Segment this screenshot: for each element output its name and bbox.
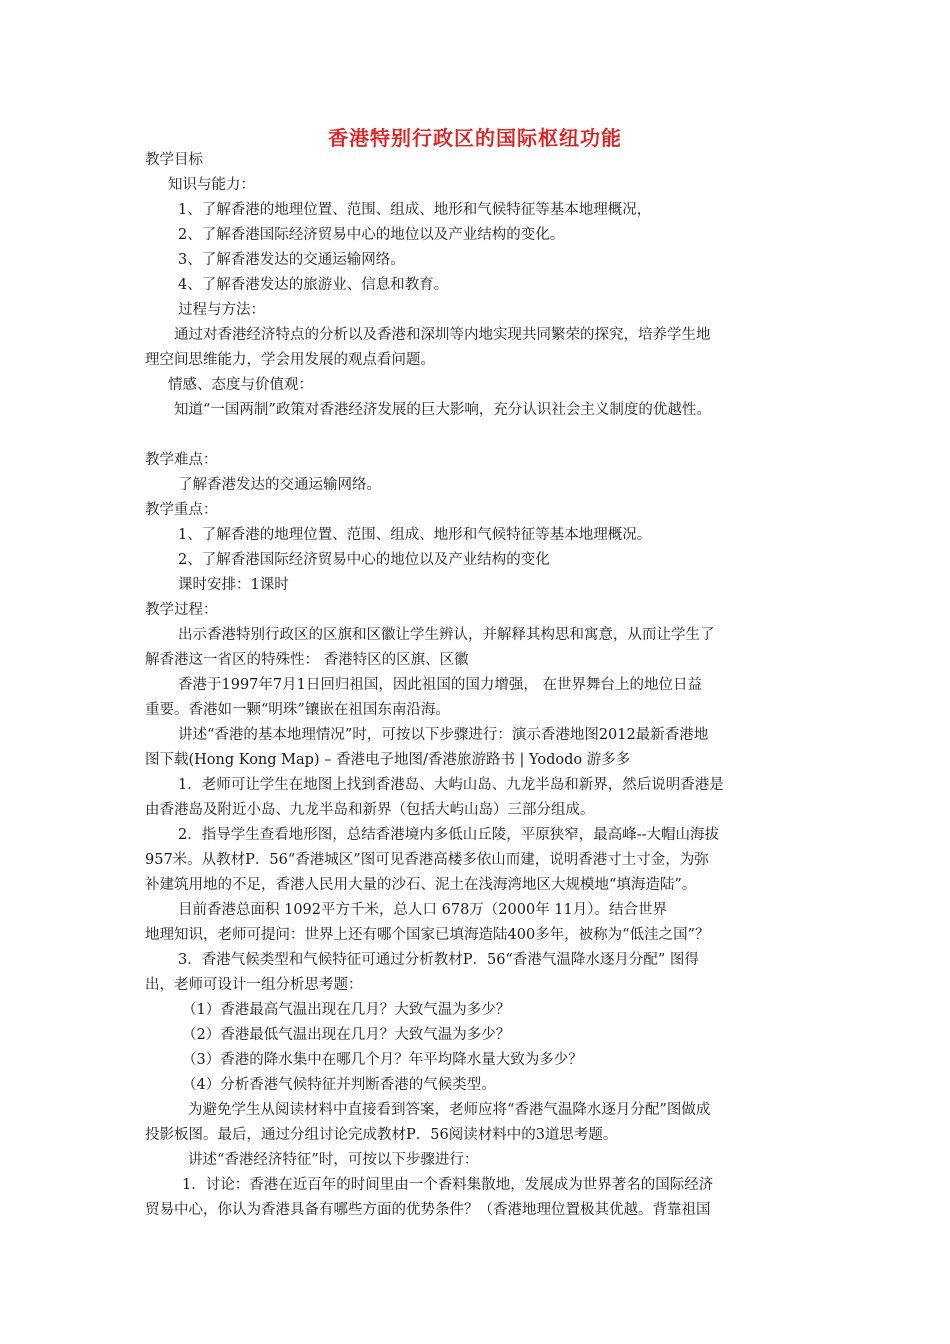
text-line: （4）分析香港气候特征并判断香港的气候类型。 — [182, 1077, 496, 1093]
text-line: 讲述“香港的基本地理情况”时，可按以下步骤进行：演示香港地图2012最新香港地 — [178, 727, 709, 743]
text-line: 知识与能力： — [168, 177, 255, 193]
text-line: 为避免学生从阅读材料中直接看到答案，老师应将“香港气温降水逐月分配”图做成 — [188, 1102, 711, 1118]
text-line: 通过对香港经济特点的分析以及香港和深圳等内地实现共同繁荣的探究，培养学生地 — [174, 327, 711, 343]
text-line: 课时安排：1课时 — [178, 577, 289, 593]
text-line: 3．香港气候类型和气候特征可通过分析教材P．56“香港气温降水逐月分配” 图得 — [178, 952, 699, 968]
text-line: 过程与方法： — [178, 302, 265, 318]
text-line: 3、了解香港发达的交通运输网络。 — [178, 252, 405, 268]
text-line: 投影板图。最后，通过分组讨论完成教材P．56阅读材料中的3道思考题。 — [145, 1127, 618, 1143]
text-line: 讲述“香港经济特征”时，可按以下步骤进行： — [188, 1152, 479, 1168]
text-line: 香港于1997年7月1日回归祖国，因此祖国的国力增强， 在世界舞台上的地位日益 — [178, 677, 702, 693]
text-line: 知道“一国两制”政策对香港经济发展的巨大影响，充分认识社会主义制度的优越性。 — [174, 402, 711, 418]
text-line: 教学过程： — [145, 602, 218, 618]
text-line: 理空间思维能力，学会用发展的观点看问题。 — [145, 352, 435, 368]
text-line: 教学难点： — [145, 452, 218, 468]
text-line: 2、了解香港国际经济贸易中心的地位以及产业结构的变化 — [178, 552, 550, 568]
text-line: 出示香港特别行政区的区旗和区徽让学生辨认，并解释其构思和寓意，从而让学生了 — [178, 627, 715, 643]
text-line: 由香港岛及附近小岛、九龙半岛和新界（包括大屿山岛）三部分组成。 — [145, 802, 595, 818]
text-line: 解香港这一省区的特殊性： 香港特区的区旗、区徽 — [145, 652, 469, 668]
text-line: 出，老师可设计一组分析思考题： — [145, 977, 363, 993]
text-line: 图下载(Hong Kong Map) – 香港电子地图/香港旅游路书 | Yododo 游多多 — [145, 752, 631, 768]
text-line: 教学目标 — [145, 152, 203, 168]
text-line: 2、了解香港国际经济贸易中心的地位以及产业结构的变化。 — [178, 227, 565, 243]
text-line: 4、了解香港发达的旅游业、信息和教育。 — [178, 277, 449, 293]
text-line: 957米。从教材P．56“香港城区”图可见香港高楼多依山而建，说明香港寸土寸金，为弥 — [145, 852, 709, 868]
document-title: 香港特别行政区的国际枢纽功能 — [328, 126, 622, 150]
text-line: 情感、态度与价值观： — [168, 377, 313, 393]
text-line: （2）香港最低气温出现在几月？大致气温为多少？ — [182, 1027, 511, 1043]
text-line: 1、了解香港的地理位置、范围、组成、地形和气候特征等基本地理概况。 — [178, 527, 652, 543]
text-line: 2．指导学生查看地形图，总结香港境内多低山丘陵，平原狭窄，最高峰--大帽山海拔 — [178, 827, 720, 843]
text-line: 贸易中心，你认为香港具备有哪些方面的优势条件？（香港地理位置极其优越。背靠祖国 — [145, 1202, 711, 1218]
text-line: 地理知识，老师可提问：世界上还有哪个国家已填海造陆400多年，被称为“低洼之国”？ — [145, 927, 710, 943]
text-line: 补建筑用地的不足，香港人民用大量的沙石、泥土在浅海湾地区大规模地“填海造陆”。 — [145, 877, 697, 893]
text-line: 了解香港发达的交通运输网络。 — [178, 477, 381, 493]
text-line: （1）香港最高气温出现在几月？大致气温为多少？ — [182, 1002, 511, 1018]
text-line: 教学重点： — [145, 502, 218, 518]
text-line: 重要。香港如一颗“明珠”镶嵌在祖国东南沿海。 — [145, 702, 450, 718]
text-line: （3）香港的降水集中在哪几个月？年平均降水量大致为多少？ — [182, 1052, 583, 1068]
text-line: 1．老师可让学生在地图上找到香港岛、大屿山岛、九龙半岛和新界，然后说明香港是 — [178, 777, 724, 793]
text-line: 1．讨论：香港在近百年的时间里由一个香料集散地，发展成为世界著名的国际经济 — [182, 1177, 714, 1193]
text-line: 目前香港总面积 1092平方千米，总人口 678万（2000年 11月）。结合世界 — [178, 902, 668, 918]
text-line: 1、了解香港的地理位置、范围、组成、地形和气候特征等基本地理概况， — [178, 202, 652, 218]
